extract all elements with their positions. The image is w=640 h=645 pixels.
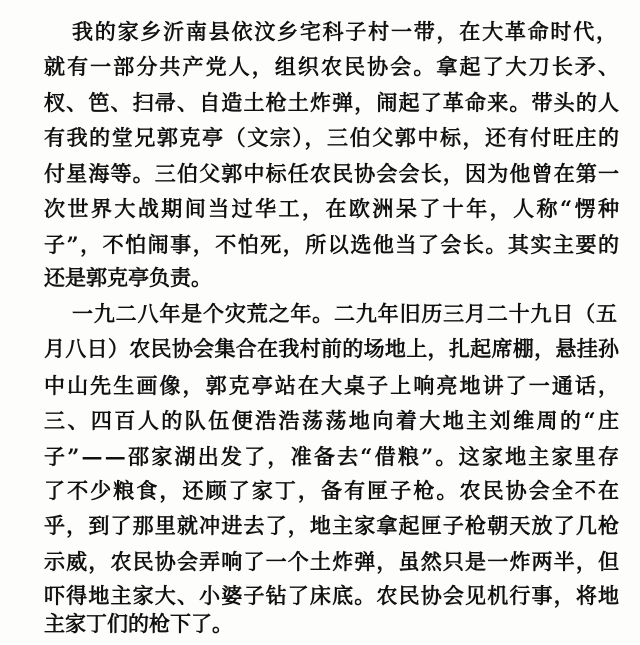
text-line: 付星海等。三伯父郭中标任农民协会会长，因为他曾在第一 bbox=[44, 161, 621, 186]
text-line: 主家丁们的枪下了。 bbox=[44, 611, 233, 636]
text-line: 有我的堂兄郭克亭（文宗），三伯父郭中标，还有付旺庄的 bbox=[44, 125, 621, 150]
text-line: 一九二八年是个灾荒之年。二九年旧历三月二十九日（五 bbox=[72, 301, 618, 326]
text-line: 乎，到了那里就冲进去了，地主家拿起匣子枪朝天放了几枪 bbox=[44, 513, 621, 538]
text-line: 子”，不怕闹事，不怕死，所以选他当了会长。其实主要的 bbox=[44, 232, 621, 257]
text-line: 三、四百人的队伍便浩浩荡荡地向着大地主刘维周的“庄 bbox=[44, 408, 622, 433]
text-line: 中山先生画像，郭克亭站在大桌子上响亮地讲了一通话， bbox=[44, 373, 622, 398]
text-line: 子”——邵家湖出发了，准备去“借粮”。这家地主家里存 bbox=[44, 444, 622, 469]
text-line: 我的家乡沂南县依汶乡宅科子村一带，在大革命时代， bbox=[72, 19, 619, 44]
text-line: 示威，农民协会弄响了一个土炸弹，虽然只是一炸两半，但 bbox=[44, 549, 621, 574]
text-line: 就有一部分共产党人，组织农民协会。拿起了大刀长矛、 bbox=[44, 54, 622, 79]
text-line: 月八日）农民协会集合在我村前的场地上，扎起席棚，悬挂孙 bbox=[44, 336, 620, 361]
text-line: 还是郭克亭负责。 bbox=[44, 265, 212, 290]
text-line: 次世界大战期间当过华工，在欧洲呆了十年，人称“愣种 bbox=[44, 196, 622, 221]
text-line: 吓得地主家大、小婆子钻了床底。农民协会见机行事，将地 bbox=[44, 583, 621, 608]
text-line: 杈、笆、扫帚、自造土枪土炸弹，闹起了革命来。带头的人 bbox=[44, 90, 621, 115]
text-line: 了不少粮食，还顾了家丁，备有匣子枪。农民协会全不在 bbox=[44, 478, 622, 503]
